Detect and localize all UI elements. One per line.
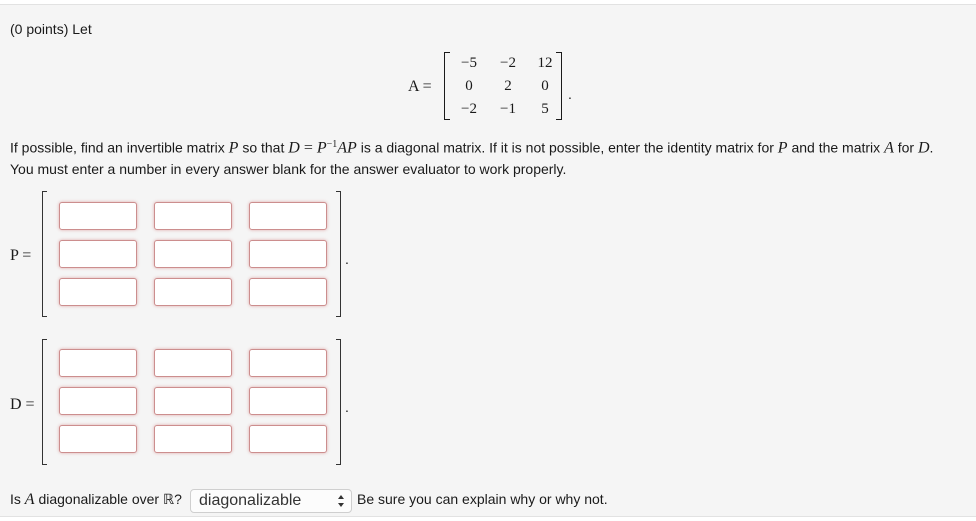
matrix-a-entry: 12	[537, 55, 553, 71]
matrix-a-label: A =	[408, 78, 432, 95]
select-value: diagonalizable	[199, 492, 302, 509]
matrix-a-entry: 0	[541, 78, 549, 94]
matrix-a-entry: −2	[500, 55, 516, 71]
matrix-p-input[interactable]	[154, 202, 232, 230]
matrix-p-input[interactable]	[59, 278, 137, 306]
matrix-a-entry: −2	[461, 100, 477, 117]
matrix-d-label: D =	[10, 396, 35, 413]
matrix-d-input[interactable]	[249, 425, 327, 453]
prompt-line-1: If possible, find an invertible matrix P so that $D = P^{-1}AP$ is a diagonal matrix. If it is not possible, enter the identity matrix for P and the matrix A for D.	[10, 139, 934, 157]
matrix-a-period: .	[568, 86, 572, 102]
matrix-d-input[interactable]	[154, 349, 232, 377]
matrix-p-right-bracket	[336, 191, 341, 317]
matrix-a-entry: −5	[461, 55, 477, 71]
updown-chevron-icon	[337, 493, 345, 511]
matrix-p-label: P =	[10, 247, 32, 264]
matrix-p-input[interactable]	[249, 202, 327, 230]
diagonalizable-question: Is A diagonalizable over ℝ?	[10, 491, 182, 508]
matrix-a-equation	[408, 52, 578, 120]
matrix-a-grid	[450, 52, 562, 120]
right-bracket	[556, 52, 562, 120]
matrix-d-input[interactable]	[154, 425, 232, 453]
matrix-p-input[interactable]	[154, 240, 232, 268]
matrix-d-input[interactable]	[249, 387, 327, 415]
matrix-d-input[interactable]	[59, 425, 137, 453]
problem-prompt	[10, 135, 970, 179]
matrix-d-period: .	[345, 399, 349, 415]
matrix-a-entry: 2	[504, 78, 512, 94]
matrix-d-input[interactable]	[59, 349, 137, 377]
problem-header: (0 points) Let	[10, 21, 92, 37]
matrix-d-right-bracket	[336, 339, 341, 465]
matrix-p-period: .	[345, 251, 349, 267]
matrix-d-input[interactable]	[59, 387, 137, 415]
prompt-line-2: You must enter a number in every answer blank for the answer evaluator to work properly.	[10, 160, 567, 177]
matrix-p-input[interactable]	[59, 202, 137, 230]
matrix-d-left-bracket	[42, 339, 47, 465]
explain-hint: Be sure you can explain why or why not.	[357, 491, 608, 507]
matrix-d-input[interactable]	[154, 387, 232, 415]
matrix-a-entry: 5	[541, 100, 549, 117]
matrix-p-input[interactable]	[59, 240, 137, 268]
matrix-p-input[interactable]	[249, 240, 327, 268]
matrix-d-input[interactable]	[249, 349, 327, 377]
matrix-p-input[interactable]	[249, 278, 327, 306]
matrix-p-left-bracket	[42, 191, 47, 317]
matrix-a-entry: −1	[500, 100, 516, 117]
problem-panel	[0, 4, 976, 517]
matrix-a-entry: 0	[465, 78, 473, 94]
diagonalizable-select[interactable]	[190, 489, 352, 513]
matrix-p-input[interactable]	[154, 278, 232, 306]
